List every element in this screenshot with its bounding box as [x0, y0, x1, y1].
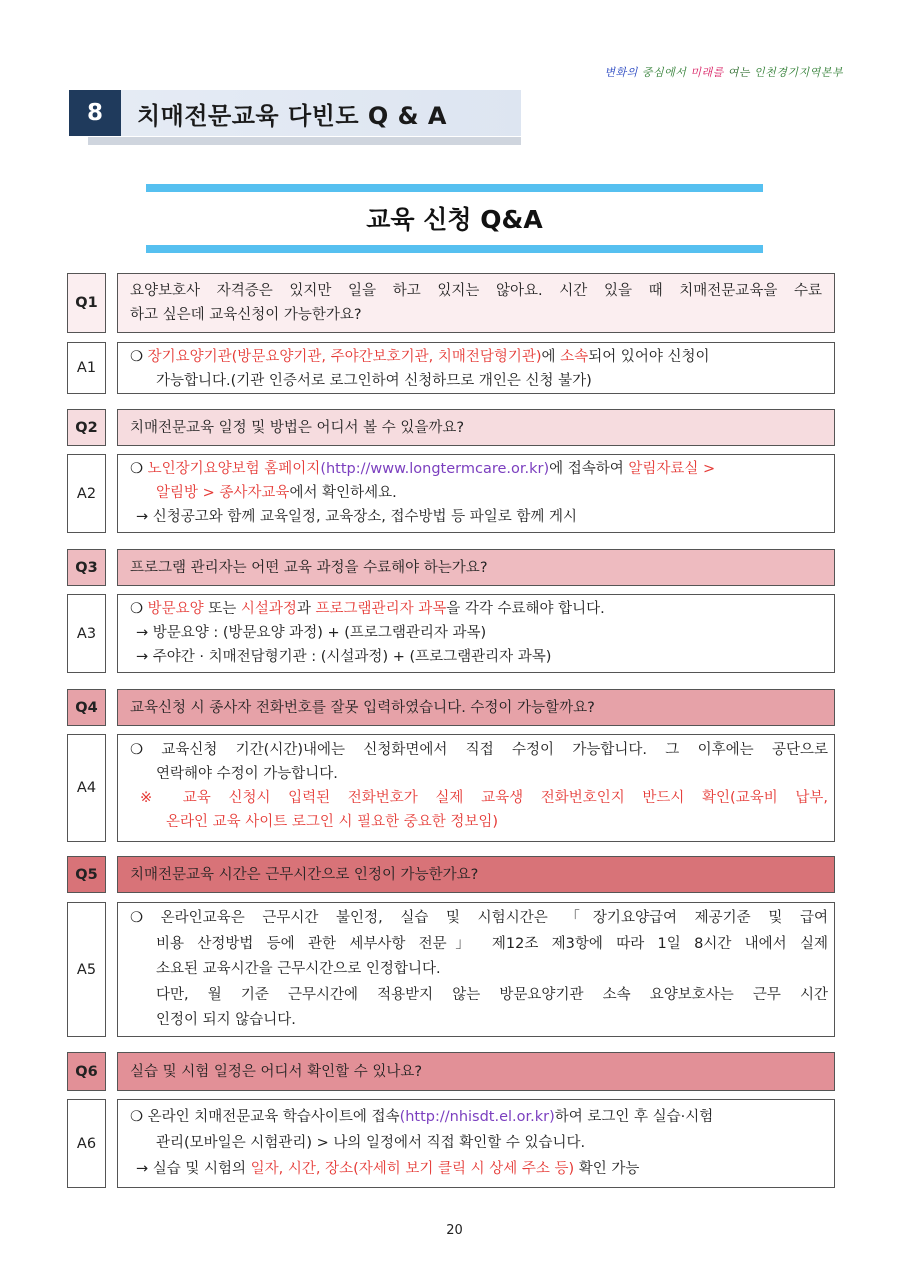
answer-label: A5 — [67, 902, 106, 1037]
answer-box — [117, 902, 835, 1037]
slogan-word: 여는 — [727, 66, 750, 79]
slogan-word: 중심에서 — [641, 66, 687, 79]
answer-text: 에 접속하여 — [549, 461, 629, 477]
question-label: Q2 — [67, 409, 106, 446]
heading-rule-bottom — [146, 245, 763, 253]
answer-text: 또는 — [203, 601, 241, 617]
question-text: 요양보호사 자격증은 있지만 일을 하고 있지는 않아요. 시간 있을 때 치매전문교육을 수료 — [130, 283, 822, 299]
answer-warning: ※ 교육 신청시 입력된 전화번호가 실제 교육생 전화번호인지 반드시 확인(교육비 납부, — [140, 790, 828, 806]
answer-box — [117, 342, 835, 394]
answer-line: 소요된 교육시간을 근무시간으로 인정합니다. — [156, 961, 441, 977]
answer-line: 다만, 월 기준 근무시간에 적용받지 않는 방문요양기관 소속 요양보호사는 근무 시간 — [156, 986, 828, 1003]
answer-label: A1 — [67, 342, 106, 394]
answer-text: 에 — [541, 349, 561, 365]
bullet-icon: ❍ — [130, 349, 143, 365]
answer-line: 인정이 되지 않습니다. — [156, 1012, 296, 1028]
slogan-word: 변화의 — [604, 66, 638, 79]
question-box — [117, 273, 835, 333]
slogan-word: 인천경기지역본부 — [753, 66, 843, 79]
answer-line: ❍ 교육신청 기간(시간)내에는 신청화면에서 직접 수정이 가능합니다. 그 이후에는 공단으로 — [130, 742, 828, 758]
question-label: Q6 — [67, 1052, 106, 1091]
question-text: 치매전문교육 일정 및 방법은 어디서 볼 수 있을까요? — [130, 419, 465, 436]
answer-line — [130, 481, 828, 505]
answer-label: A2 — [67, 454, 106, 533]
answer-highlight: 소속 — [560, 349, 589, 365]
heading-rule-top — [146, 184, 763, 192]
answer-line — [130, 597, 828, 621]
answer-highlight: 노인장기요양보험 홈페이지 — [147, 461, 321, 477]
answer-label: A6 — [67, 1099, 106, 1188]
answer-line — [130, 457, 828, 481]
answer-text: 확인 가능 — [574, 1161, 640, 1177]
section-number: 8 — [69, 90, 121, 136]
answer-line — [130, 1104, 828, 1130]
question-label: Q3 — [67, 549, 106, 586]
slogan — [604, 64, 843, 80]
answer-text: 하여 로그인 후 실습·시험 — [554, 1109, 714, 1125]
answer-box — [117, 454, 835, 533]
answer-line: 관리(모바일은 시험관리) > 나의 일정에서 직접 확인할 수 있습니다. — [156, 1135, 586, 1151]
slogan-word: 미래를 — [690, 66, 724, 79]
answer-line: ❍ 온라인교육은 근무시간 불인정, 실습 및 시험시간은 「장기요양급여 제공기준 및 급여 — [130, 910, 828, 926]
question-text: 치매전문교육 시간은 근무시간으로 인정이 가능한가요? — [130, 866, 479, 883]
question-box — [117, 856, 835, 893]
section-title: 치매전문교육 다빈도 Q & A — [137, 102, 447, 130]
answer-text: 에서 확인하세요. — [289, 485, 397, 501]
question-box — [117, 549, 835, 586]
answer-highlight: 시설과정 — [240, 601, 297, 617]
question-label: Q4 — [67, 689, 106, 726]
answer-highlight: 일자, 시간, 장소(자세히 보기 클릭 시 상세 주소 등) — [250, 1161, 575, 1177]
answer-text: 과 — [296, 601, 316, 617]
question-text: 교육신청 시 종사자 전화번호를 잘못 입력하였습니다. 수정이 가능할까요? — [130, 699, 595, 716]
page-number: 20 — [446, 1223, 463, 1238]
section-bar-shadow — [88, 137, 521, 145]
question-text: 프로그램 관리자는 어떤 교육 과정을 수료해야 하는가요? — [130, 559, 488, 576]
bullet-icon: ❍ — [130, 461, 143, 477]
answer-label: A4 — [67, 734, 106, 842]
answer-label: A3 — [67, 594, 106, 673]
answer-highlight: 프로그램관리자 과목 — [315, 601, 447, 617]
answer-box — [117, 594, 835, 673]
answer-line: 연락해야 수정이 가능합니다. — [156, 766, 338, 782]
answer-text: ❍ 온라인 치매전문교육 학습사이트에 접속 — [130, 1109, 400, 1125]
bullet-icon: ❍ — [130, 601, 143, 617]
answer-text: 을 각각 수료해야 합니다. — [446, 601, 605, 617]
website-link[interactable]: (http://nhisdt.el.or.kr) — [399, 1109, 555, 1125]
answer-line: → 방문요양 : (방문요양 과정) + (프로그램관리자 과목) — [136, 625, 487, 641]
answer-highlight: 장기요양기관(방문요양기관, 주야간보호기관, 치매전담형기관) — [147, 349, 542, 365]
answer-text: → 실습 및 시험의 — [136, 1161, 251, 1177]
answer-highlight: 방문요양 — [147, 601, 204, 617]
answer-line — [130, 1156, 828, 1182]
answer-line: → 주야간 · 치매전담형기관 : (시설과정) + (프로그램관리자 과목) — [136, 649, 552, 665]
answer-line: → 신청공고와 함께 교육일정, 교육장소, 접수방법 등 파일로 함께 게시 — [136, 509, 578, 525]
answer-text: 되어 있어야 신청이 — [588, 349, 710, 365]
answer-line: 비용 산정방법 등에 관한 세부사항 전문」 제12조 제3항에 따라 1일 8시간 내에서 실제 — [156, 935, 828, 952]
question-box — [117, 409, 835, 446]
question-label: Q1 — [67, 273, 106, 333]
question-label: Q5 — [67, 856, 106, 893]
answer-line — [130, 345, 828, 369]
answer-line: 가능합니다.(기관 인증서로 로그인하여 신청하므로 개인은 신청 불가) — [156, 373, 592, 389]
answer-warning: 온라인 교육 사이트 로그인 시 필요한 중요한 정보임) — [166, 814, 499, 830]
answer-highlight: 알림자료실 > — [628, 461, 716, 477]
question-text: 실습 및 시험 일정은 어디서 확인할 수 있나요? — [130, 1063, 423, 1080]
answer-highlight: 알림방 > 종사자교육 — [156, 485, 290, 501]
question-box — [117, 1052, 835, 1091]
question-text: 하고 싶은데 교육신청이 가능한가요? — [130, 307, 362, 323]
question-box — [117, 689, 835, 726]
answer-box — [117, 1099, 835, 1188]
answer-box — [117, 734, 835, 842]
website-link[interactable]: (http://www.longtermcare.or.kr) — [320, 461, 550, 477]
page-heading: 교육 신청 Q&A — [366, 205, 543, 234]
